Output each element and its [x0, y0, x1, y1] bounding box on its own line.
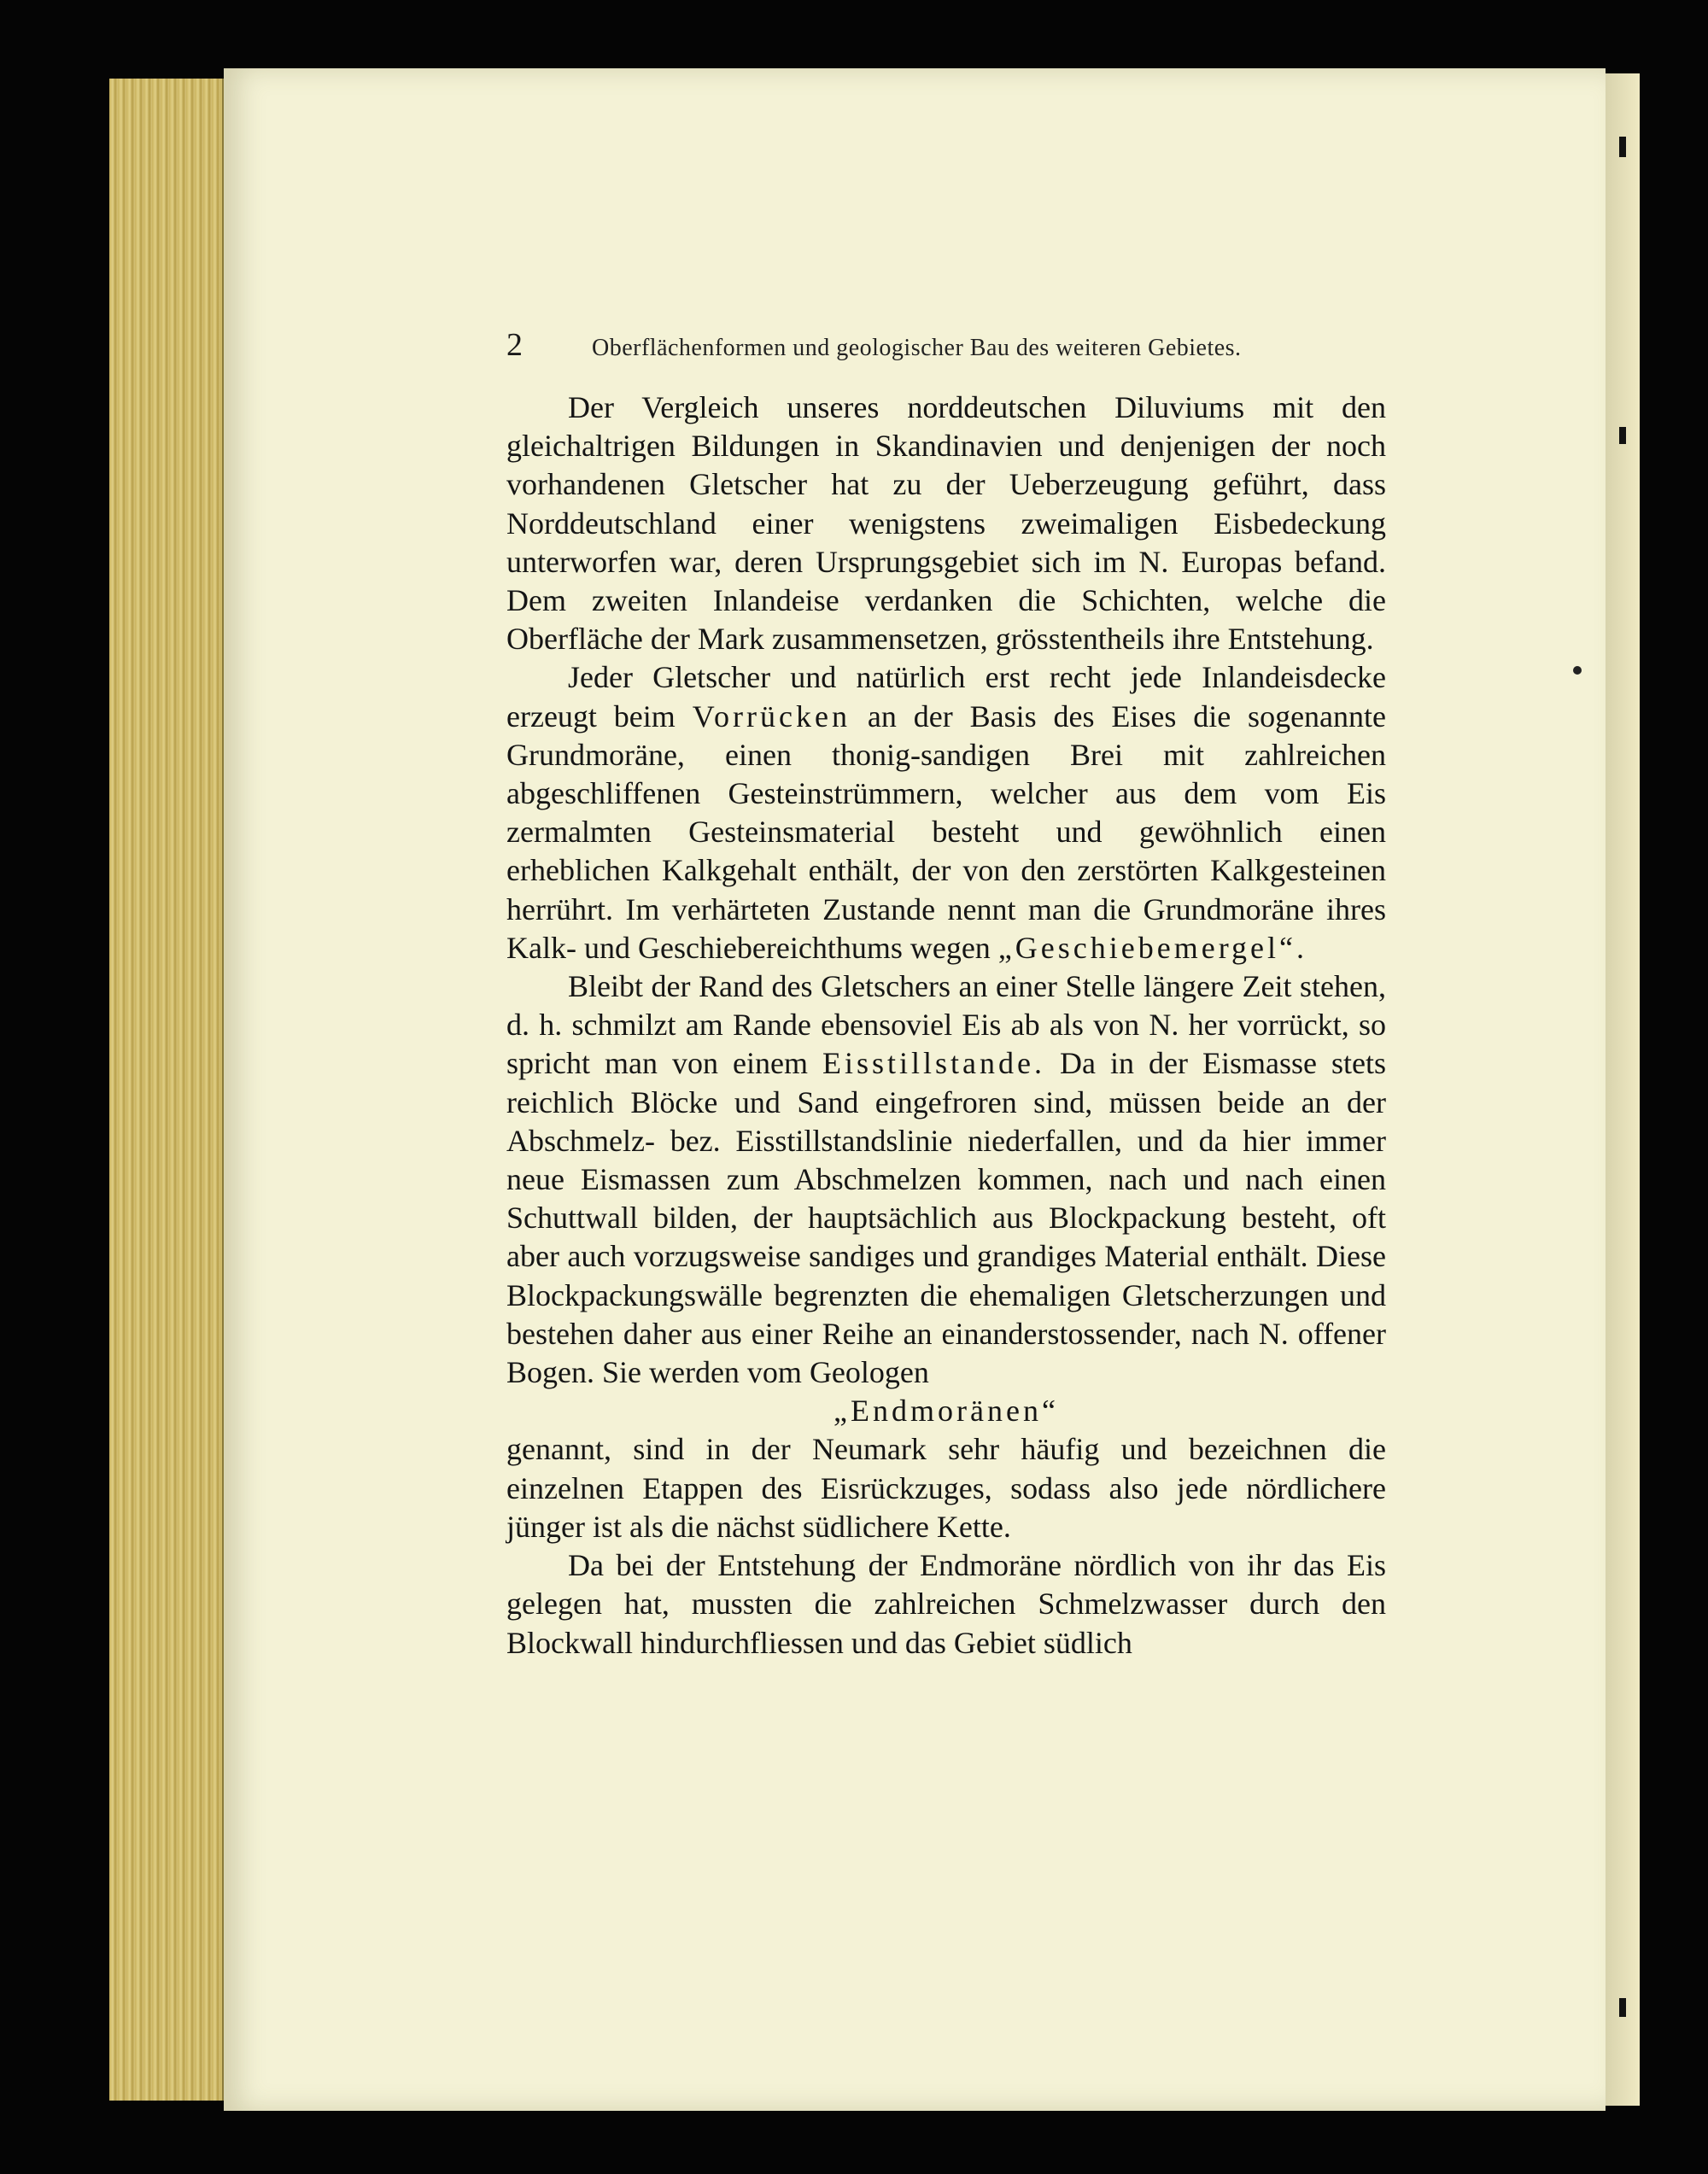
spaced-term: Eisstillstande.	[822, 1046, 1045, 1081]
paragraph-4: Da bei der Entstehung der Endmoräne nördlich von ihr das Eis gelegen hat, mussten die zahlreichen Schmelzwasser durch den Blockwall hindurchfliessen und das Gebiet südlich	[506, 1548, 1386, 1660]
paragraph-3-text: Da in der Eismasse stets reichlich Blöcke und Sand eingefroren sind, müssen beide an der Abschmelz- bez. Eisstillstandslinie niederfallen, und da hier immer neue Eismassen zum Abschmelzen kommen, nach und nach einen Schuttwall bilden, der hauptsächlich aus Blockpackung besteht, oft aber auch vorzugsweise sandiges und grandiges Material enthält. Diese Blockpackungswälle begrenzten die ehemaligen Gletscherzungen und bestehen daher aus einer Reihe an einanderstossender, nach N. offener Bogen. Sie werden vom Geologen	[506, 1046, 1386, 1390]
binding-mark	[1619, 1998, 1626, 2017]
spaced-term: Vorrücken	[692, 698, 851, 733]
paragraph-3-continued: genannt, sind in der Neumark sehr häufig und bezeichnen die einzelnen Etappen des Eisrückzuges, sodass also jede nördlichere jünger ist als die nächst südlichere Kette.	[506, 1432, 1386, 1544]
book-edge	[109, 79, 224, 2101]
centered-term: „Endmoränen“	[834, 1394, 1059, 1429]
ink-dot	[1573, 666, 1582, 675]
page-number: 2	[506, 327, 523, 363]
paragraph-2-text: an der Basis des Eises die sogenannte Grundmoräne, einen thonig-sandigen Brei mit zahlreichen abgeschliffenen Gesteinstrümmern, welcher aus dem vom Eis zermalmten Gesteinsmaterial besteht und gewöhnlich einen erheblichen Kalkgehalt enthält, der von den zerstörten Kalkgesteinen herrührt. Im verhärteten Zustande nennt man die Grundmoräne ihres Kalk- und Geschiebereichthums wegen	[506, 698, 1387, 965]
binding-mark	[1619, 427, 1626, 444]
adjacent-page-edge	[1606, 73, 1640, 2106]
paragraph-3-text: Bleibt der Rand des Gletschers an einer Stelle längere Zeit stehen, d. h. schmilzt am Rande ebensoviel Eis ab als von N. her vorrückt, so spricht man von einem	[506, 969, 1386, 1081]
spaced-term: „Geschiebemergel“.	[997, 930, 1307, 965]
paragraph-3	[506, 967, 1386, 1392]
running-title: Oberflächenformen und geologischer Bau des weiteren Gebietes.	[592, 335, 1242, 361]
paragraph-2-text: Jeder Gletscher und natürlich erst recht jede Inlandeisdecke erzeugt beim	[506, 660, 1386, 733]
paragraph-1: Der Vergleich unseres norddeutschen Diluviums mit den gleichaltrigen Bildungen in Skandinavien und denjenigen der noch vorhandenen Gletscher hat zu der Ueberzeugung geführt, dass Norddeutschland einer wenigstens zweimaligen Eisbedeckung unterworfen war, deren Ursprungsgebiet sich im N. Europas befand. Dem zweiten Inlandeise verdanken die Schichten, welche die Oberfläche der Mark zusammensetzen, grösstentheils ihre Entstehung.	[506, 390, 1386, 657]
binding-mark	[1619, 137, 1626, 157]
body-text	[506, 389, 1386, 1663]
paragraph-2	[506, 658, 1386, 967]
running-head	[506, 326, 1386, 369]
